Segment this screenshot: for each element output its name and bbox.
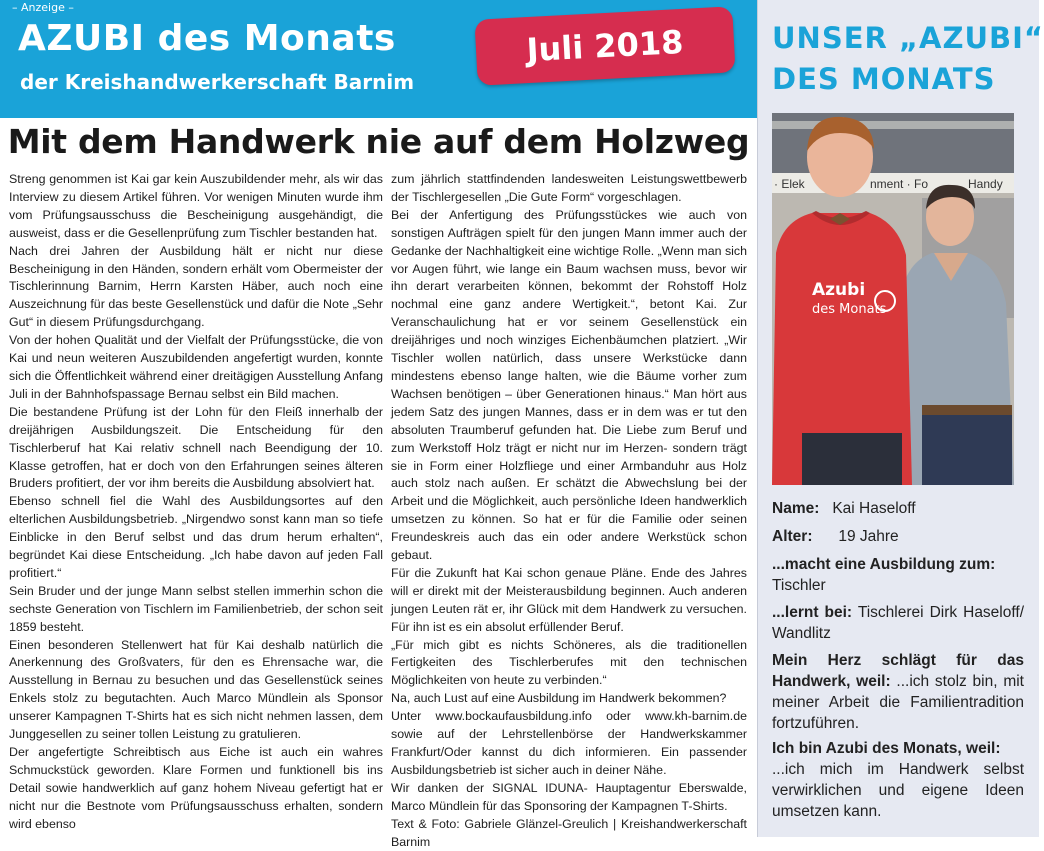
why-row	[772, 738, 1024, 822]
paragraph: Na, auch Lust auf eine Ausbildung im Handwerk bekommen?	[391, 691, 727, 706]
paragraph: Von der hohen Qualität und der Vielfalt der Prüfungsstücke, die von Kai und neun weiteren Auszubildenden angefertigt wurden, konnte sich die Öffentlichkeit während einer dreitägigen Ausstellung Anfang Juli in der Bahnhofspassage Bernau selbst ein Bild machen.	[9, 333, 383, 401]
why-label: Ich bin Azubi des Monats, weil:	[772, 740, 1001, 757]
sidebar-heading-line-2: DES MONATS	[772, 62, 996, 96]
sign-text-right-2: Handy	[968, 177, 1003, 191]
learns-label: ...lernt bei:	[772, 604, 853, 621]
heart-label: Mein Herz schlägt für das Handwerk, weil:	[772, 652, 1024, 690]
paragraph: „Für mich gibt es nichts Schöneres, als die traditionellen Fertigkeiten des Tischlerberufes mit den technischen Möglichkeiten von heute zu verbinden.“	[391, 637, 747, 688]
training-row	[772, 554, 1024, 596]
paragraph: Ebenso schnell fiel die Wahl des Ausbildungsortes auf den elterlichen Ausbildungsbetrieb. „Nirgendwo sonst kann man so tiefe Einblicke in den Beruf selbst und das drum herum erhalten“, begründet Kai diese Entscheidung. „Ich habe davon auf jeden Fall profitiert.“	[9, 494, 383, 580]
shirt-text-line-1: Azubi	[812, 280, 866, 300]
article-headline: Mit dem Handwerk nie auf dem Holzweg	[7, 122, 750, 161]
photo-credit: Text & Foto: Gabriele Glänzel-Greulich | Kreishandwerkerschaft Barnim	[391, 816, 747, 849]
paragraph: Für die Zukunft hat Kai schon genaue Pläne. Ende des Jahres will er direkt mit der Meisterausbildung beginnen. Auch anderen jungen Leuten rät er, ihr Glück mit dem Handwerk zu versuchen. Für ihn ist es ein absolut erfüllender Beruf.	[391, 565, 747, 634]
name-label: Name:	[772, 500, 820, 517]
paragraph: Streng genommen ist Kai gar kein Auszubildender mehr, als wir das Interview zu diesem Artikel führen. Vor wenigen Minuten wurde ihm vom Prüfungsausschuss die Bescheinigung ausgehändigt, die ausweist, dass er die Gesellenprüfung zum Tischler bestanden hat.	[9, 172, 383, 240]
paragraph: Einen besonderen Stellenwert hat für Kai deshalb natürlich die Anerkennung des Großvaters, für den es Ehrensache war, die Ausstellung in Bernau zu besuchen und das Gesellenstück seines Enkels stolz zu begutachten. Auch Marco Mündlein als Sponsor unserer Kampagnen T-Shirts hat es sich nicht nehmen lassen, dem Junggesellen zu seiner tollen Leistung zu gratulieren.	[9, 637, 383, 742]
paragraph: zum jährlich stattfindenden landesweiten Leistungswettbewerb der Tischlergesellen „Die Gute Form“ vorgeschlagen.	[391, 172, 747, 204]
paragraph: Der angefertigte Schreibtisch aus Eiche ist auch ein wahres Schmuckstück geworden. Klare Formen und funktionell bis ins Detail sowie handwerklich auf ganz hohem Niveau gefertigt hat er nicht nur die Bestnote vom Prüfungsausschuss erhalten, sondern wird ebenso	[9, 745, 383, 831]
sidebar-heading	[772, 18, 1044, 100]
photo-illustration	[772, 113, 1014, 485]
sidebar-heading-line-1: UNSER „AZUBI“	[772, 21, 1044, 55]
page-title: AZUBI des Monats	[18, 18, 396, 59]
learns-row	[772, 602, 1024, 644]
azubi-photo	[772, 113, 1014, 485]
name-value: Kai Haseloff	[832, 500, 916, 517]
paragraph: Bei der Anfertigung des Prüfungsstückes wie auch von sonstigen Aufträgen spielt für den jungen Mann immer auch der Gedanke der Nachhaltigkeit eine wichtige Rolle. „Wenn man sich vor Augen führt, wie lange ein Baum wachsen muss, bevor wir ihn derart verarbeiten können, bekommt der Rohstoff Holz nochmal eine ganz andere Wertigkeit.“, betont Kai. Zur Veranschaulichung hat er vor seinem Gesellenstück ein dreijähriges und noch winziges Eichenbäumchen platziert. „Wir Tischler wollen natürlich, dass unsere Werkstücke dann mindestens ebenso lange halten, wie die Bäume vorher zum Wachsen benötigen – über Generationen hinaus.“ Man hört aus jedem Satz des jungen Mannes, dass er in dem was er tut den absoluten Traumberuf gefunden hat. Die Liebe zum Beruf und zum Werkstoff Holz trägt er nicht nur im Herzen- sondern trägt sie in Form einer Holzfliege und einer Armbanduhr aus Holz auch stolz nach außen. Er schätzt die Abwechslung bei der Arbeit und die Möglichkeit, auch persönliche Ideen handwerklich umsetzen zu können. So hat er für die Familie oder seinen Freundeskreis auch das ein oder andere Werkstück schon gebaut.	[391, 207, 747, 563]
month-badge: Juli 2018	[474, 6, 735, 85]
learns-value: Tischlerei Dirk Haseloff/ Wandlitz	[772, 604, 1025, 642]
article-column-1	[9, 171, 383, 831]
name-row	[772, 498, 1024, 519]
advert-label: – Anzeige –	[12, 1, 74, 14]
paragraph: Die bestandene Prüfung ist der Lohn für den Fleiß innerhalb der dreijährigen Ausbildungszeit. Die Entscheidung für den Tischlerberuf hat Kai relativ schnell nach Beendigung der 10. Klasse getroffen, hat er doch von den Erfahrungen seines älteren Bruders profitiert, der vor ihm bereits die Ausbildung absolviert hat.	[9, 404, 383, 491]
sign-text-left: · Elek	[774, 177, 805, 191]
paragraph: Sein Bruder und der junge Mann selbst stellen immerhin schon die sechste Generation von Tischlern im Familienbetrieb, der schon seit 1859 besteht.	[9, 583, 383, 634]
age-value: 19 Jahre	[838, 528, 899, 545]
profile-sidebar	[757, 0, 1044, 837]
training-label: ...macht eine Ausbildung zum:	[772, 556, 996, 573]
age-label: Alter:	[772, 528, 813, 545]
heart-row	[772, 650, 1024, 734]
paragraph: Nach drei Jahren der Ausbildung hält er nicht nur diese Bescheinigung in den Händen, sondern erhält vom Obermeister der Tischlerinnung Barnim, Herrn Karsten Häber, auch noch eine Auszeichnung für das beste Gesellenstück und dafür die Note „Sehr Gut“ in diesem Prüfungsdurchgang.	[9, 243, 383, 330]
article-column-2	[391, 171, 747, 849]
age-row	[772, 526, 1024, 547]
header-band	[0, 0, 757, 118]
sign-text-right: nment · Fo	[870, 177, 929, 191]
training-value: Tischler	[772, 577, 826, 594]
shirt-text-line-2: des Monats	[812, 302, 887, 317]
heart-value: ...ich stolz bin, mit meiner Arbeit die Familientradition fortzuführen.	[772, 673, 1024, 732]
column-divider	[386, 171, 387, 826]
paragraph: Wir danken der SIGNAL IDUNA- Hauptagentur Eberswalde, Marco Mündlein für das Sponsoring der Kampagnen T-Shirts.	[391, 780, 747, 813]
paragraph: Unter www.bockaufausbildung.info oder www.kh-barnim.de sowie auf der Lehrstellenbörse der Handwerkskammer Frankfurt/Oder kannst du dich informieren. Ein passender Ausbildungsbetrieb ist sicher auch in deiner Nähe.	[391, 709, 747, 777]
why-value: ...ich mich im Handwerk selbst verwirklichen und eigene Ideen umsetzen kann.	[772, 761, 1024, 820]
page-subtitle: der Kreishandwerkerschaft Barnim	[20, 70, 415, 94]
